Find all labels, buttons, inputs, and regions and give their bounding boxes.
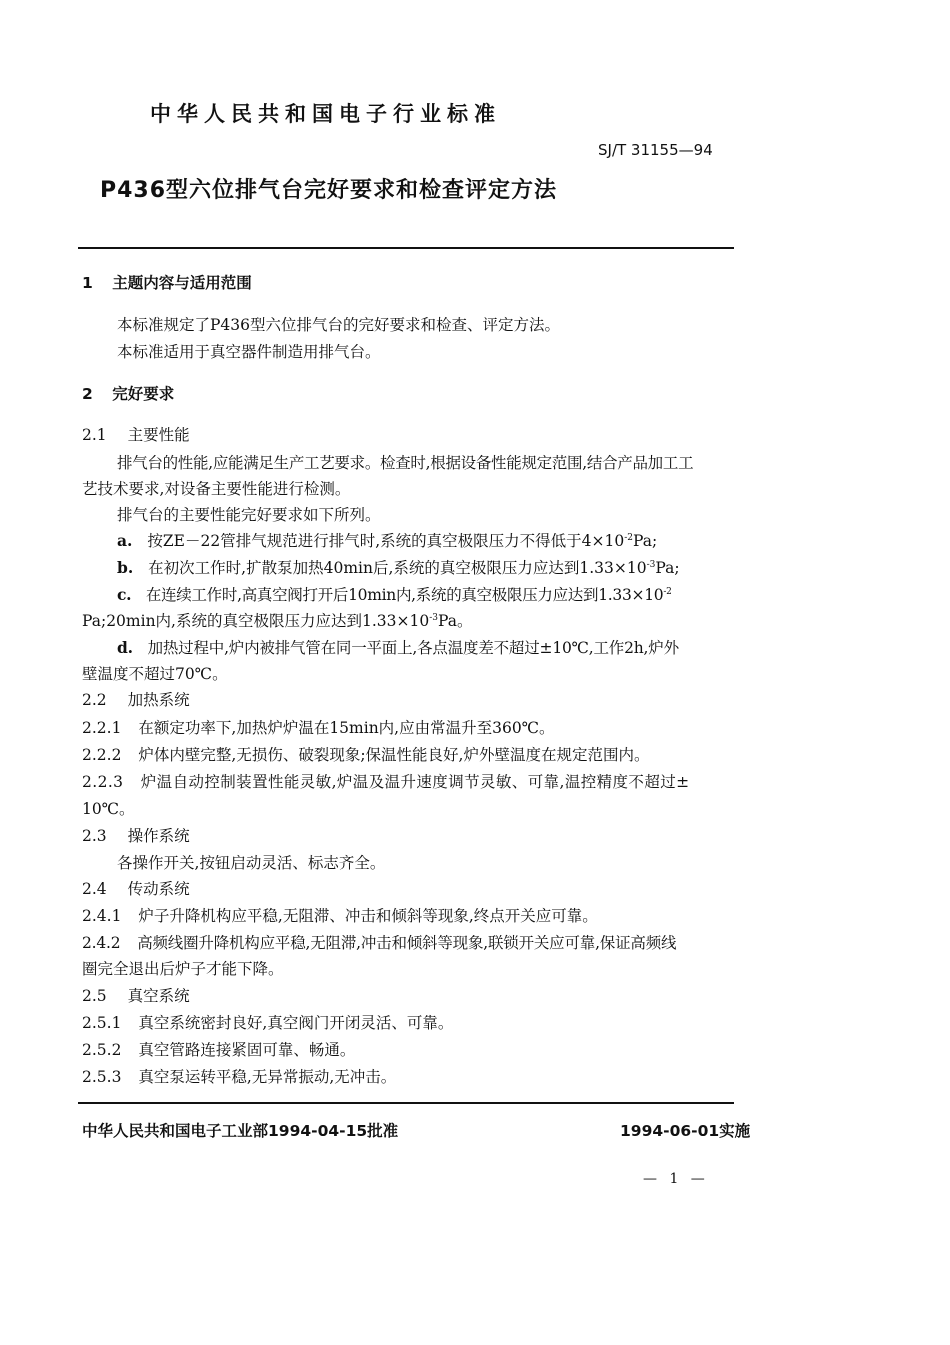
footer-divider <box>78 1102 734 1104</box>
section-heading <box>82 271 252 293</box>
list-label: b. <box>117 558 134 577</box>
document-title: P436型六位排气台完好要求和检查评定方法 <box>100 178 558 203</box>
exponent: -3 <box>646 560 656 570</box>
list-label: a. <box>117 531 133 550</box>
exponent: -2 <box>624 533 633 543</box>
clause-number: 2.4.1 <box>82 907 122 925</box>
subsection-number: 2.3 <box>82 827 107 845</box>
list-text: Pa;20min内,系统的真空极限压力应达到1.33×10 <box>82 612 430 630</box>
paragraph: 艺技术要求,对设备主要性能进行检测。 <box>82 480 351 498</box>
unit: Pa; <box>655 559 680 577</box>
list-item-continuation: 壁温度不超过70℃。 <box>82 665 228 683</box>
page-number: — 1 — <box>643 1171 709 1187</box>
unit: Pa。 <box>438 612 473 630</box>
list-label: d. <box>117 638 133 657</box>
unit: Pa; <box>632 532 658 550</box>
list-item <box>117 637 679 659</box>
list-item <box>117 557 680 579</box>
clause-text: 炉温自动控制装置性能灵敏,炉温及温升速度调节灵敏、可靠,温控精度不超过± <box>140 773 690 791</box>
list-label: c. <box>117 585 132 604</box>
clause-number: 2.5.2 <box>82 1041 122 1059</box>
clause-number: 2.5.3 <box>82 1068 122 1086</box>
subsection-title: 传动系统 <box>127 880 190 898</box>
paragraph: 本标准适用于真空器件制造用排气台。 <box>117 343 381 361</box>
approval-line: 中华人民共和国电子工业部1994-04-15批准 <box>82 1122 399 1140</box>
subsection-number: 2.1 <box>82 426 107 444</box>
clause-text: 炉体内壁完整,无损伤、破裂现象;保温性能良好,炉外壁温度在规定范围内。 <box>138 746 650 764</box>
clause-text: 炉子升降机构应平稳,无阻滞、冲击和倾斜等现象,终点开关应可靠。 <box>138 907 598 925</box>
clause <box>82 1012 453 1034</box>
list-text: 加热过程中,炉内被排气管在同一平面上,各点温度差不超过±10℃,工作2h,炉外 <box>147 639 679 657</box>
section-number: 2 <box>82 385 93 403</box>
list-text: 在连续工作时,高真空阀打开后10min内,系统的真空极限压力应达到1.33×10 <box>145 586 664 604</box>
clause <box>82 905 598 927</box>
subsection-title: 加热系统 <box>127 691 190 709</box>
subsection-number: 2.4 <box>82 880 107 898</box>
clause-text: 高频线圈升降机构应平稳,无阻滞,冲击和倾斜等现象,联锁开关应可靠,保证高频线 <box>137 934 677 952</box>
subsection-heading <box>82 985 190 1007</box>
subsection-heading <box>82 825 190 847</box>
implementation-date: 1994-06-01实施 <box>620 1122 751 1140</box>
subsection-heading <box>82 878 190 900</box>
clause <box>82 1066 396 1088</box>
subsection-title: 主要性能 <box>127 426 190 444</box>
clause <box>82 1039 355 1061</box>
clause-text: 在额定功率下,加热炉炉温在15min内,应由常温升至360℃。 <box>138 719 555 737</box>
list-item-continuation <box>82 610 472 632</box>
subsection-number: 2.2 <box>82 691 107 709</box>
header-divider <box>78 247 734 249</box>
exponent: -3 <box>429 613 438 623</box>
section-number: 1 <box>82 274 93 292</box>
section-title: 完好要求 <box>112 385 175 403</box>
paragraph: 各操作开关,按钮启动灵活、标志齐全。 <box>117 854 386 872</box>
subsection-heading <box>82 689 190 711</box>
issuing-organization: 中华人民共和国电子行业标准 <box>150 102 501 126</box>
clause-text: 真空系统密封良好,真空阀门开闭灵活、可靠。 <box>138 1014 454 1032</box>
clause-continuation: 圈完全退出后炉子才能下降。 <box>82 960 284 978</box>
standard-code: SJ/T 31155—94 <box>598 141 713 159</box>
paragraph: 排气台的主要性能完好要求如下所列。 <box>117 506 381 524</box>
clause <box>82 932 676 954</box>
clause <box>82 771 690 793</box>
clause <box>82 717 555 739</box>
clause-number: 2.2.2 <box>82 746 122 764</box>
clause <box>82 744 649 766</box>
paragraph: 本标准规定了P436型六位排气台的完好要求和检查、评定方法。 <box>117 316 561 334</box>
clause-number: 2.4.2 <box>82 934 121 952</box>
paragraph: 排气台的性能,应能满足生产工艺要求。检查时,根据设备性能规定范围,结合产品加工工 <box>117 454 694 472</box>
exponent: -2 <box>663 587 672 597</box>
list-item <box>117 584 672 606</box>
subsection-number: 2.5 <box>82 987 107 1005</box>
subsection-heading <box>82 424 190 446</box>
clause-number: 2.5.1 <box>82 1014 122 1032</box>
section-title: 主题内容与适用范围 <box>112 274 252 292</box>
list-text: 按ZE－22管排气规范进行排气时,系统的真空极限压力不得低于4×10 <box>147 532 625 550</box>
subsection-title: 操作系统 <box>127 827 190 845</box>
clause-number: 2.2.3 <box>82 773 124 791</box>
subsection-title: 真空系统 <box>127 987 190 1005</box>
clause-text: 真空管路连接紧固可靠、畅通。 <box>138 1041 356 1059</box>
section-heading <box>82 382 174 404</box>
list-text: 在初次工作时,扩散泵加热40min后,系统的真空极限压力应达到1.33×10 <box>148 559 647 577</box>
clause-number: 2.2.1 <box>82 719 122 737</box>
clause-text: 真空泵运转平稳,无异常振动,无冲击。 <box>138 1068 397 1086</box>
list-item <box>117 530 657 552</box>
clause-continuation: 10℃。 <box>82 800 135 818</box>
